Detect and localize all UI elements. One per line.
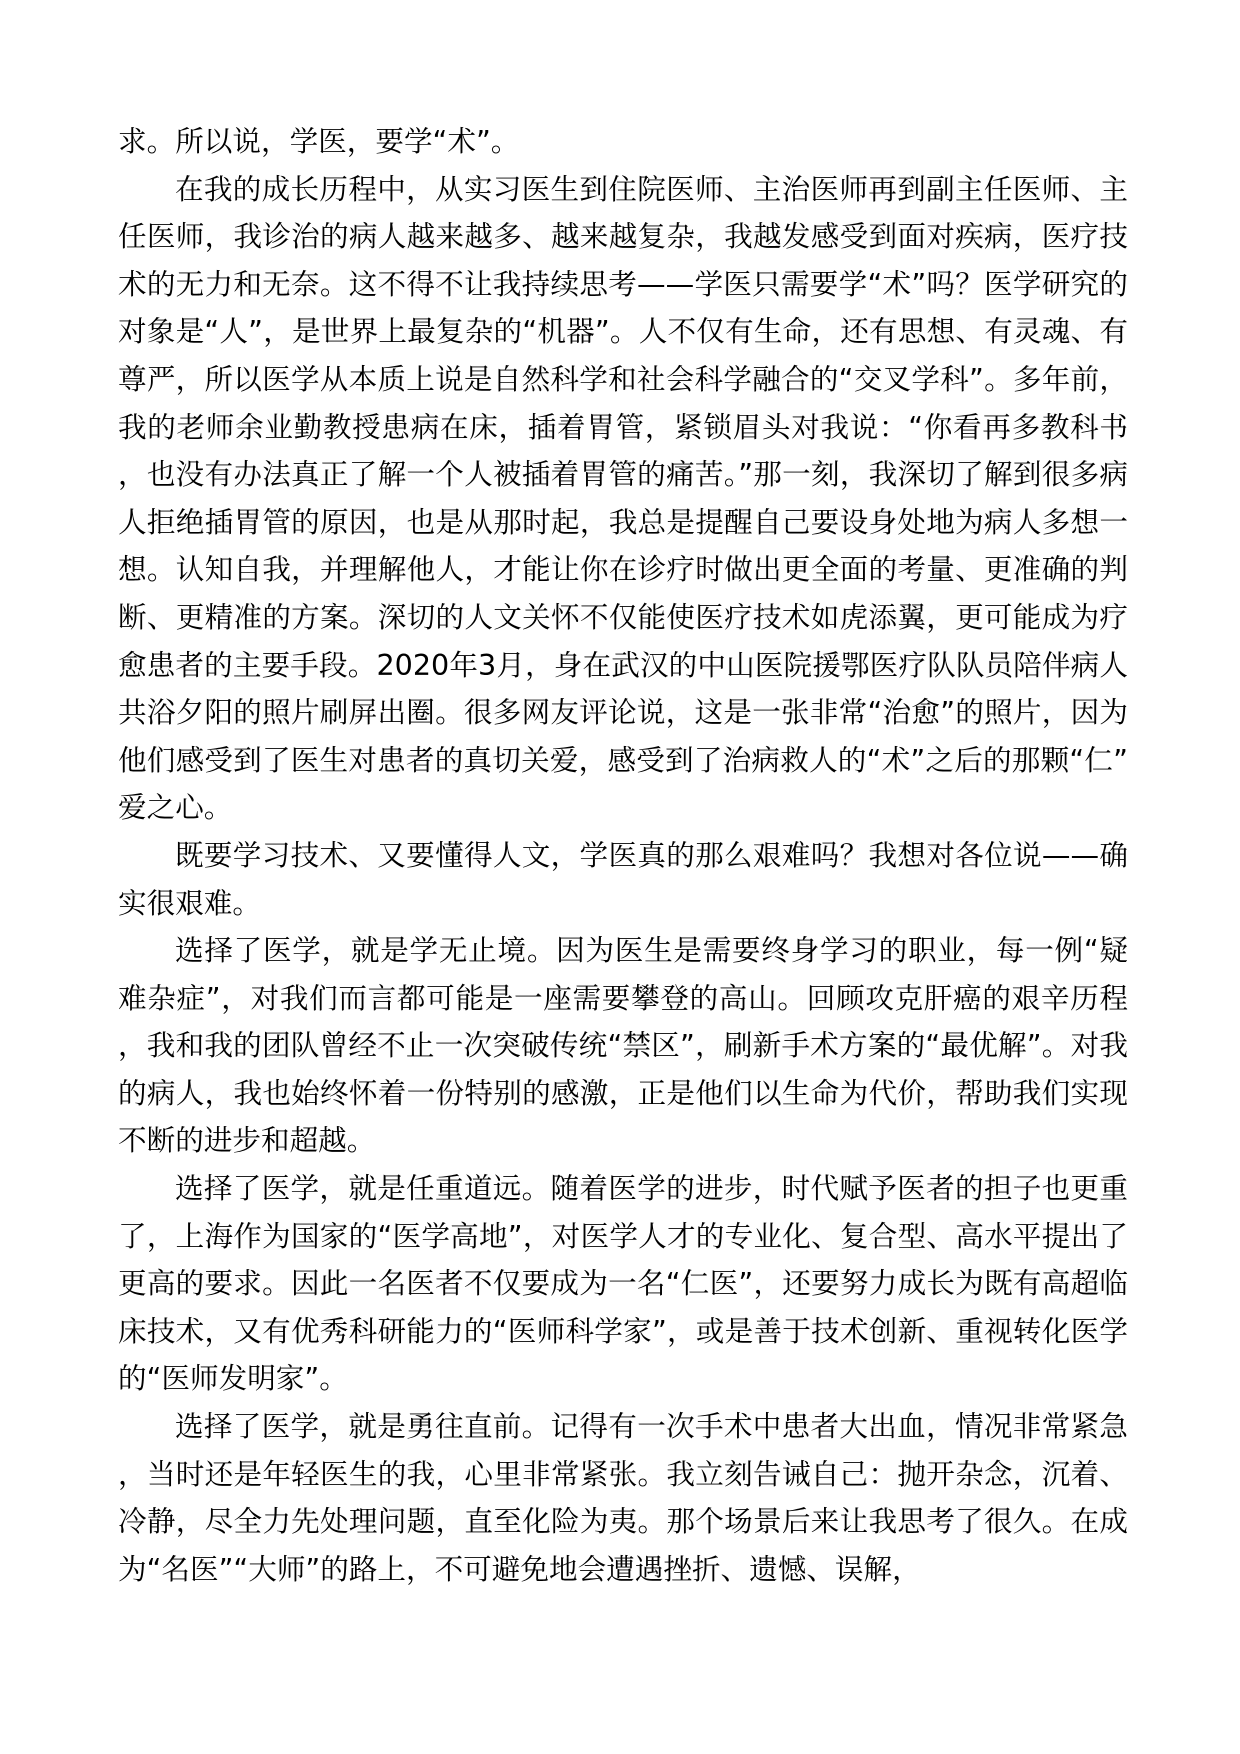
- paragraph-difficulty-question: 既要学习技术、又要懂得人文，学医真的那么艰难吗？我想对各位说——确实很艰难。: [118, 837, 1128, 920]
- paragraph-endless-learning: 选择了医学，就是学无止境。因为医生是需要终身学习的职业，每一例“疑难杂症”，对我们而言都可能是一座需要攀登的高山。回顾攻克肝癌的艰辛历程，我和我的团队曾经不止一次突破传统“禁区”，刷新手术方案的“最优解”。对我的病人，我也始终怀着一份特别的感激，正是他们以生命为代价，帮助我们实现不断的进步和超越。: [118, 933, 1128, 1158]
- paragraph-growth-journey: 在我的成长历程中，从实习医生到住院医师、主治医师再到副主任医师、主任医师，我诊治的病人越来越多、越来越复杂，我越发感受到面对疾病，医疗技术的无力和无奈。这不得不让我持续思考——学医只需要学“术”吗？医学研究的对象是“人”，是世界上最复杂的“机器”。人不仅有生命，还有思想、有灵魂、有尊严，所以医学从本质上说是自然科学和社会科学融合的“交叉学科”。多年前，我的老师余业勤教授患病在床，插着胃管，紧锁眉头对我说：“你看再多教科书，也没有办法真正了解一个人被插着胃管的痛苦。”那一刻，我深切了解到很多病人拒绝插胃管的原因，也是从那时起，我总是提醒自己要设身处地为病人多想一想。认知自我，并理解他人，才能让你在诊疗时做出更全面的考量、更准确的判断、更精准的方案。深切的人文关怀不仅能使医疗技术如虎添翼，更可能成为疗愈患者的主要手段。2020年3月，身在武汉的中山医院援鄂医疗队队员陪伴病人共浴夕阳的照片刷屏出圈。很多网友评论说，这是一张非常“治愈”的照片，因为他们感受到了医生对患者的真切关爱，感受到了治病救人的“术”之后的那颗“仁”爱之心。: [118, 171, 1128, 825]
- paragraph-forge-ahead: 选择了医学，就是勇往直前。记得有一次手术中患者大出血，情况非常紧急，当时还是年轻医生的我，心里非常紧张。我立刻告诫自己：抛开杂念，沉着、冷静，尽全力先处理问题，直至化险为夷。那个场景后来让我思考了很久。在成为“名医”“大师”的路上，不可避免地会遭遇挫折、遗憾、误解，: [118, 1409, 1128, 1586]
- paragraph-heavy-responsibility: 选择了医学，就是任重道远。随着医学的进步，时代赋予医者的担子也更重了，上海作为国家的“医学高地”，对医学人才的专业化、复合型、高水平提出了更高的要求。因此一名医者不仅要成为一名“仁医”，还要努力成长为既有高超临床技术，又有优秀科研能力的“医师科学家”，或是善于技术创新、重视转化医学的“医师发明家”。: [118, 1171, 1128, 1396]
- document-page: [118, 118, 1128, 1593]
- paragraph-continuation: 求。所以说，学医，要学“术”。: [118, 124, 520, 158]
